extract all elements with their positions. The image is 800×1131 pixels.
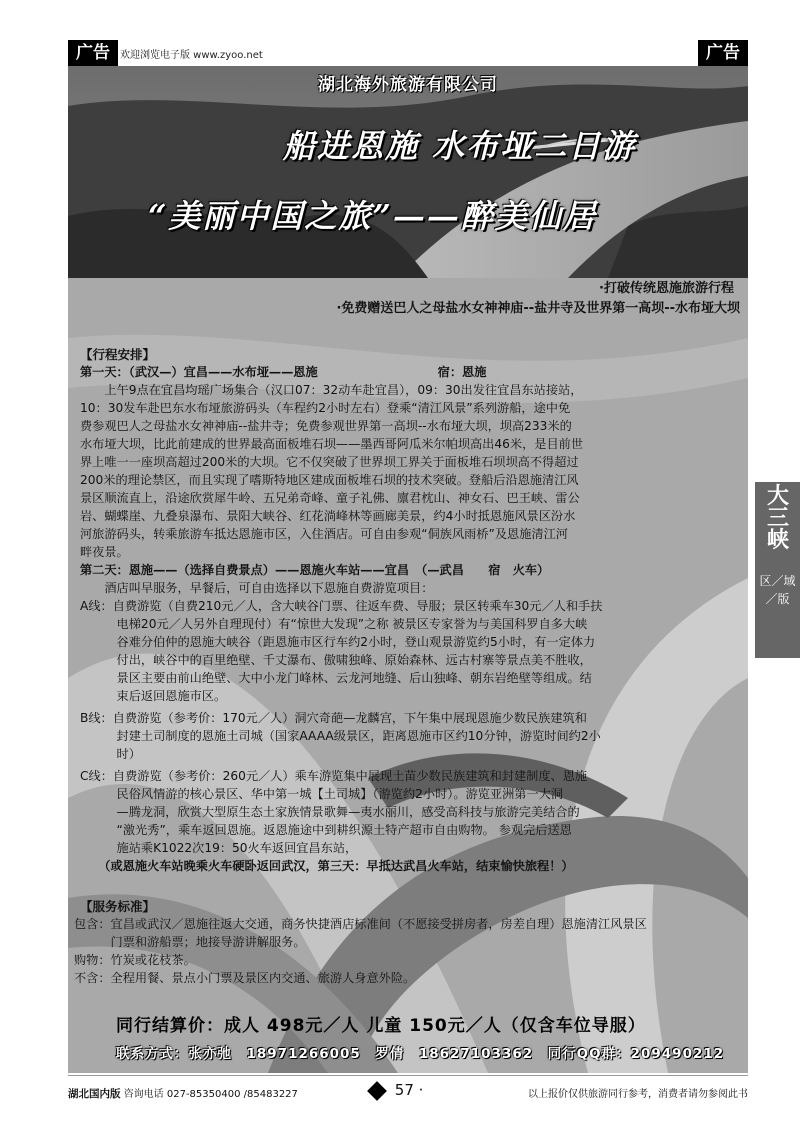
consult-phone: 咨询电话 027-85350400 /85483227	[123, 1089, 298, 1100]
edition-label: 湖北国内版	[68, 1088, 121, 1100]
side-tab-subtitle: 区／域／版	[759, 574, 796, 606]
page-number-block: 57 ·	[370, 1081, 423, 1099]
day1-line: 10：30发车赴巴东水布垭旅游码头（车程约2小时左右）登乘“清江风景”系列游船，途中免	[80, 401, 571, 415]
day1-line: 200米的理论禁区，而且实现了嗜斯特地区建成面板堆石坝的技术突破。登船后沿恩施清江风	[80, 473, 579, 487]
day1-line: 岩、蝴蝶崖、九叠泉瀑布、景阳大峡谷、红花淌峰林等画廊美景，约4小时抵恩施风景区汾水	[80, 509, 576, 523]
route-b-line: B线：自费游览（参考价：170元／人）洞穴奇葩—龙麟宫，下午集中展现恩施少数民族建筑和	[80, 711, 587, 725]
ad-tag-right: 广告	[698, 40, 748, 66]
route-b-line: 封建土司制度的恩施土司城（国家AAAA级景区，距离恩施市区约10分钟，游览时间约2小	[80, 729, 601, 743]
service-line: 包含：宜昌或武汉／恩施往返大交通，商务快捷酒店标准间（不愿接受拼房者，房差自理）恩施清江风景区	[74, 917, 647, 931]
itinerary-panel	[68, 278, 748, 1073]
route-a-line: 电梯20元／人另外自理现付）有“惊世大发现”之称 被景区专家誉为与美国科罗自多大峡	[80, 617, 588, 631]
day2-title: 第二天：恩施——（选择自费景点）——恩施火车站——宜昌 （—武昌 宿 火车）	[80, 563, 550, 577]
welcome-text: 欢迎浏览电子版 www.zyoo.net	[120, 50, 263, 61]
route-c-line: 施站乘K1022次19：50火车返回宜昌东站，	[80, 841, 358, 855]
footer-divider	[68, 1075, 748, 1076]
footer-disclaimer: 以上报价仅供旅游同行参考，消费者请勿参阅此书	[528, 1089, 748, 1100]
day1-line: 景区顺流直上，沿途欣赏犀牛岭、五兄弟奇峰、童子礼佛、廪君枕山、神女石、巴王峡、雷公	[80, 491, 580, 505]
day1-line: 界上唯一一座坝高超过200米的大坝。它不仅突破了世界坝工界关于面板堆石坝坝高不得超过	[80, 455, 579, 469]
service-line: 不含：全程用餐、景点小门票及景区内交通、旅游人身意外险。	[74, 971, 416, 985]
itinerary-heading: 【行程安排】	[80, 347, 156, 362]
day1-line: 畔夜景。	[80, 545, 129, 559]
route-a-line: 谷难分伯仲的恩施大峡谷（距恩施市区行车约2小时，登山观景游览约5小时，有一定体力	[80, 635, 596, 649]
day1-line: 水布垭大坝，比此前建成的世界最高面板堆石坝——墨西哥阿瓜米尔帕坝高出46米，是目前世	[80, 437, 584, 451]
route-c-line: （或恩施火车站晚乘火车硬卧返回武汉，第三天：早抵达武昌火车站，结束愉快旅程！）	[80, 859, 574, 873]
company-name: 湖北海外旅游有限公司	[318, 75, 498, 95]
day2-intro: 酒店叫早服务，早餐后，可自由选择以下恩施自费游览项目：	[80, 581, 434, 595]
service-line: 购物：竹炭或花枝茶。	[74, 953, 196, 967]
ad-tag-left: 广告	[68, 40, 118, 66]
route-b-line: 时）	[80, 747, 141, 761]
route-a-line: 束后返回恩施市区。	[80, 689, 227, 703]
page-number: 57	[394, 1081, 414, 1099]
tagline-1: ·打破传统恩施旅游行程	[599, 281, 734, 296]
route-a-line: 景区主要由前山绝壁、大中小龙门峰林、云龙河地缝、后山独峰、朝东岩绝壁等组成。结	[80, 671, 592, 685]
day1-line: 上午9点在宜昌均瑶广场集合（汉口07：32动车赴宜昌），09：30出发往宜昌东站接站，	[80, 383, 583, 397]
route-a-line: 付出，峡谷中的百里绝壁、千丈瀑布、傲啸独峰、原始森林、远古村寨等景点美不胜收，	[80, 653, 592, 667]
route-a-line: A线：自费游览（自费210元／人，含大峡谷门票、往返车费、导服；景区转乘车30元／人和手扶	[80, 599, 603, 613]
banner-headline-tour: 船进恩施 水布垭二日游	[283, 127, 637, 165]
price-line: 同行结算价：成人 498元／人 儿童 150元／人（仅含车位导服）	[116, 1016, 646, 1036]
banner-headline-slogan: “美丽中国之旅”——醉美仙居	[148, 197, 597, 235]
footer-left	[68, 1085, 298, 1101]
day1-stay: 宿：恩施	[437, 365, 487, 379]
route-c-line: “激光秀”，乘车返回恩施。返恩施途中到耕织源土特产超市自由购物。 参观完后送恩	[80, 823, 572, 837]
river-landscape-image	[68, 66, 748, 278]
route-c-line: —腾龙洞，欣赏大型原生态土家族情景歌舞—夷水丽川，感受高科技与旅游完美结合的	[80, 805, 580, 819]
page-diamond-icon	[367, 1081, 387, 1101]
banner-photo	[68, 66, 748, 278]
day1-line: 河旅游码头，转乘旅游车抵达恩施市区，入住酒店。可自由参观“侗族风雨桥”及恩施清江河	[80, 527, 568, 541]
region-side-tab	[755, 482, 800, 658]
day1-line: 费参观巴人之母盐水女神神庙--盐井寺；免费参观世界第一高坝--水布垭大坝，坝高233米的	[80, 419, 572, 433]
side-tab-title: 大三峡	[766, 484, 789, 553]
contact-line: 联系方式：张亦弛 18971266005 罗倩 18627103362 同行QQ群：209490212	[116, 1046, 725, 1062]
route-c-line: C线：自费游览（参考价：260元／人）乘车游览集中展现土苗少数民族建筑和封建制度、恩施	[80, 769, 588, 783]
route-c-line: 民俗风情游的核心景区、华中第一城【土司城】（游览约2小时）。游览亚洲第一大洞	[80, 787, 564, 801]
tagline-2: ·免费赠送巴人之母盐水女神神庙--盐井寺及世界第一高坝--水布垭大坝	[336, 301, 740, 316]
day1-route: 第一天：（武汉—）宜昌——水布垭——恩施	[80, 365, 318, 379]
service-heading: 【服务标准】	[80, 899, 156, 914]
day1-title	[80, 364, 486, 382]
service-line: 门票和游船票；地接导游讲解服务。	[74, 935, 306, 949]
